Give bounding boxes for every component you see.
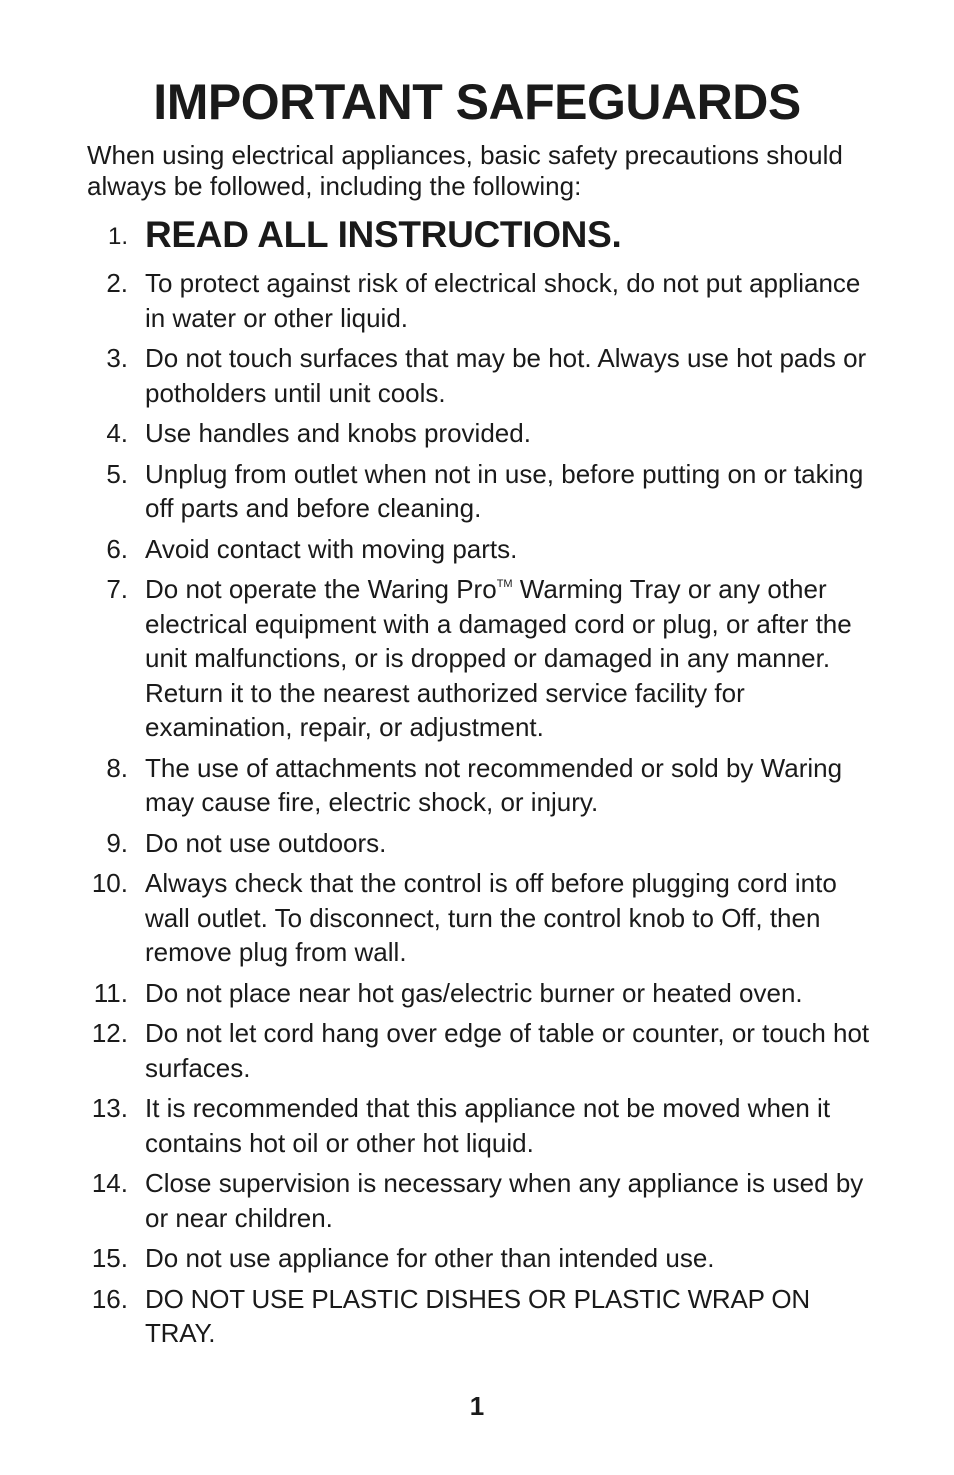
- item-text: [145, 572, 870, 745]
- list-item: [0, 457, 954, 526]
- list-item: [0, 866, 954, 970]
- list-item: [0, 751, 954, 820]
- item-number: 1.: [107, 223, 128, 250]
- page-title: IMPORTANT SAFEGUARDS: [153, 74, 801, 130]
- list-item: [0, 341, 954, 410]
- list-item: [0, 1016, 954, 1085]
- item-text: The use of attachments not recommended or sold by Waring may cause fire, electric shock, or injury.: [145, 752, 843, 817]
- item-number: 4.: [106, 418, 128, 448]
- item-number: 6.: [106, 533, 128, 564]
- list-item: [0, 416, 954, 451]
- list-item: [0, 826, 954, 861]
- item-number: 8.: [106, 752, 128, 783]
- item-number: 15.: [91, 1243, 128, 1273]
- item-number: 13.: [91, 1093, 128, 1123]
- list-item: [0, 1166, 954, 1235]
- item-text: READ ALL INSTRUCTIONS.: [145, 214, 622, 255]
- item-number: 12.: [91, 1018, 128, 1048]
- item-text: To protect against risk of electrical shock, do not put appliance in water or other liquid.: [145, 268, 861, 333]
- item-number: 9.: [106, 827, 128, 858]
- item-number: 14.: [91, 1168, 128, 1198]
- item-number: 16.: [91, 1283, 128, 1314]
- item-text: Do not touch surfaces that may be hot. Always use hot pads or potholders until unit cools.: [145, 343, 867, 408]
- item-text: Do not use outdoors.: [145, 827, 387, 858]
- item-text: Do not place near hot gas/electric burner or heated oven.: [145, 977, 803, 1008]
- trademark-symbol: TM: [496, 578, 513, 590]
- item-number: 7.: [106, 574, 128, 604]
- item-text: DO NOT USE PLASTIC DISHES OR PLASTIC WRAP ON TRAY.: [145, 1283, 810, 1348]
- item-text-before: Do not operate the Waring Pro: [145, 574, 497, 604]
- item-text: Unplug from outlet when not in use, before putting on or taking off parts and before cleaning.: [145, 458, 864, 523]
- item-number: 10.: [91, 868, 128, 898]
- item-text: It is recommended that this appliance not be moved when it contains hot oil or other hot liquid.: [145, 1093, 831, 1158]
- item-text: Do not let cord hang over edge of table or counter, or touch hot surfaces.: [145, 1018, 870, 1083]
- item-number: 5.: [106, 458, 128, 489]
- list-item: [0, 1282, 954, 1351]
- list-item: [0, 532, 954, 567]
- item-text: Avoid contact with moving parts.: [145, 533, 518, 564]
- item-text: Always check that the control is off before plugging cord into wall outlet. To disconnect, turn the control knob to Off, then remove plug from wall.: [145, 868, 837, 967]
- list-item: [0, 1091, 954, 1160]
- safeguards-list: [0, 210, 954, 1357]
- item-number: 11.: [93, 977, 128, 1008]
- item-text: Do not use appliance for other than intended use.: [145, 1243, 715, 1273]
- list-item: [0, 1241, 954, 1276]
- item-text: Use handles and knobs provided.: [145, 418, 531, 448]
- list-item: [0, 210, 954, 260]
- item-text-after: Warming Tray or any other electrical equipment with a damaged cord or plug, or after the unit malfunctions, or is dropped or damaged in any manner. Return it to the nearest authorized service facility for examination, repair, or adjustment.: [145, 574, 852, 742]
- item-number: 3.: [106, 343, 128, 373]
- intro-paragraph: When using electrical appliances, basic safety precautions should always be followed, including the following:: [87, 140, 843, 201]
- item-text: Close supervision is necessary when any appliance is used by or near children.: [145, 1168, 864, 1233]
- page-number: 1: [469, 1391, 485, 1421]
- item-number: 2.: [106, 268, 128, 298]
- list-item: [0, 572, 954, 745]
- list-item: [0, 266, 954, 335]
- list-item: [0, 976, 954, 1011]
